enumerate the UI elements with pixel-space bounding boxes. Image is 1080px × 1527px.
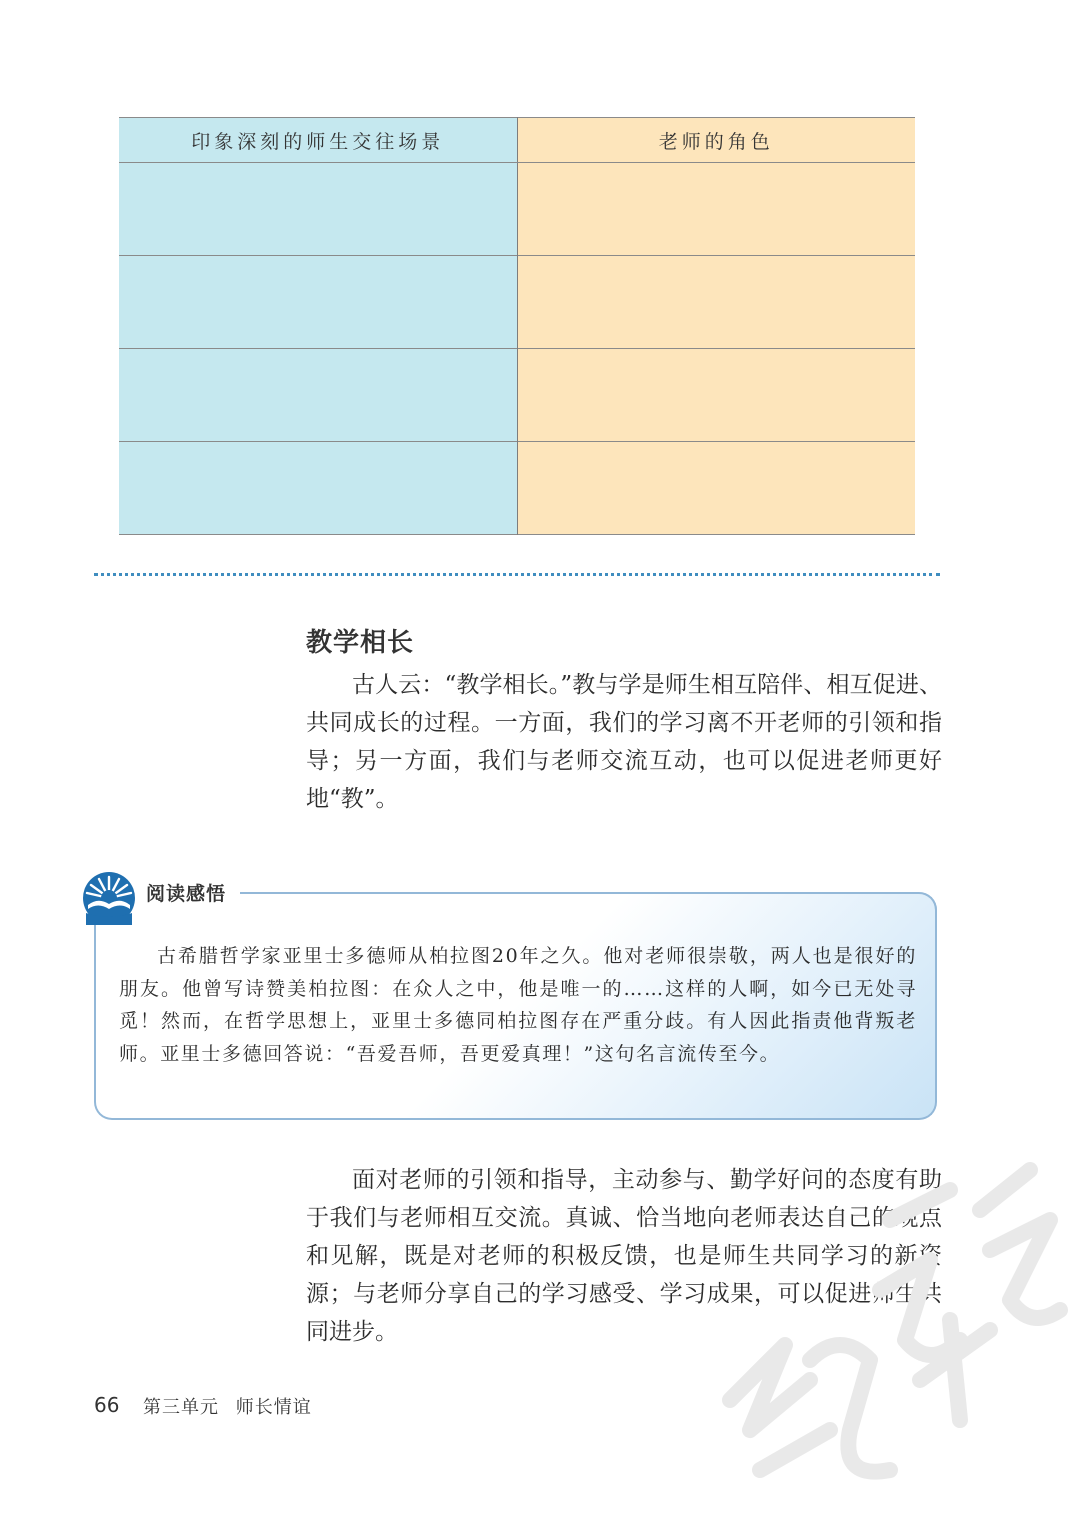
- reflection-table: [119, 117, 915, 535]
- section-paragraph-2: 面对老师的引领和指导，主动参与、勤学好问的态度有助于我们与老师相互交流。真诚、恰当地向老师表达自己的观点和见解，既是对老师的积极反馈，也是师生共同学习的新资源；与老师分享自己的学习感受、学习成果，可以促进师生共同进步。: [306, 1167, 942, 1345]
- calligraphy-watermark-icon: [690, 1130, 1070, 1520]
- reading-text: 古希腊哲学家亚里士多德师从柏拉图20年之久。他对老师很崇敬，两人也是很好的朋友。他曾写诗赞美柏拉图：在众人之中，他是唯一的……这样的人啊，如今已无处寻觅！然而，在哲学思想上，亚里士多德同柏拉图存在严重分歧。有人因此指责他背叛老师。亚里士多德回答说：“吾爱吾师，吾更爱真理！”这句名言流传至今。: [119, 945, 917, 1065]
- table-header-role: 老师的角色: [517, 118, 915, 163]
- table-cell-scene[interactable]: [119, 256, 517, 349]
- reading-header-line: [240, 892, 880, 894]
- table-cell-scene[interactable]: [119, 442, 517, 535]
- table-row: [119, 256, 915, 349]
- reading-box-corner: [862, 892, 937, 922]
- open-book-sunrise-icon: [82, 871, 136, 925]
- table-cell-role[interactable]: [517, 349, 915, 442]
- section-paragraph-1: 古人云：“教学相长。”教与学是师生相互陪伴、相互促进、共同成长的过程。一方面，我们的学习离不开老师的引领和指导；另一方面，我们与老师交流互动，也可以促进老师更好地“教”。: [306, 672, 942, 812]
- footer-unit-title: 第三单元 师长情谊: [143, 1397, 312, 1418]
- table-cell-scene[interactable]: [119, 349, 517, 442]
- table-cell-role[interactable]: [517, 442, 915, 535]
- table-row: [119, 163, 915, 256]
- section-title: 教学相长: [306, 628, 415, 658]
- dotted-divider: [94, 573, 940, 576]
- table-cell-role[interactable]: [517, 163, 915, 256]
- table-header-row: [119, 118, 915, 163]
- table-header-scene: 印象深刻的师生交往场景: [119, 118, 517, 163]
- table-row: [119, 349, 915, 442]
- table-cell-role[interactable]: [517, 256, 915, 349]
- page-number: 66: [94, 1393, 120, 1417]
- table-cell-scene[interactable]: [119, 163, 517, 256]
- table-row: [119, 442, 915, 535]
- reading-label: 阅读感悟: [146, 883, 227, 905]
